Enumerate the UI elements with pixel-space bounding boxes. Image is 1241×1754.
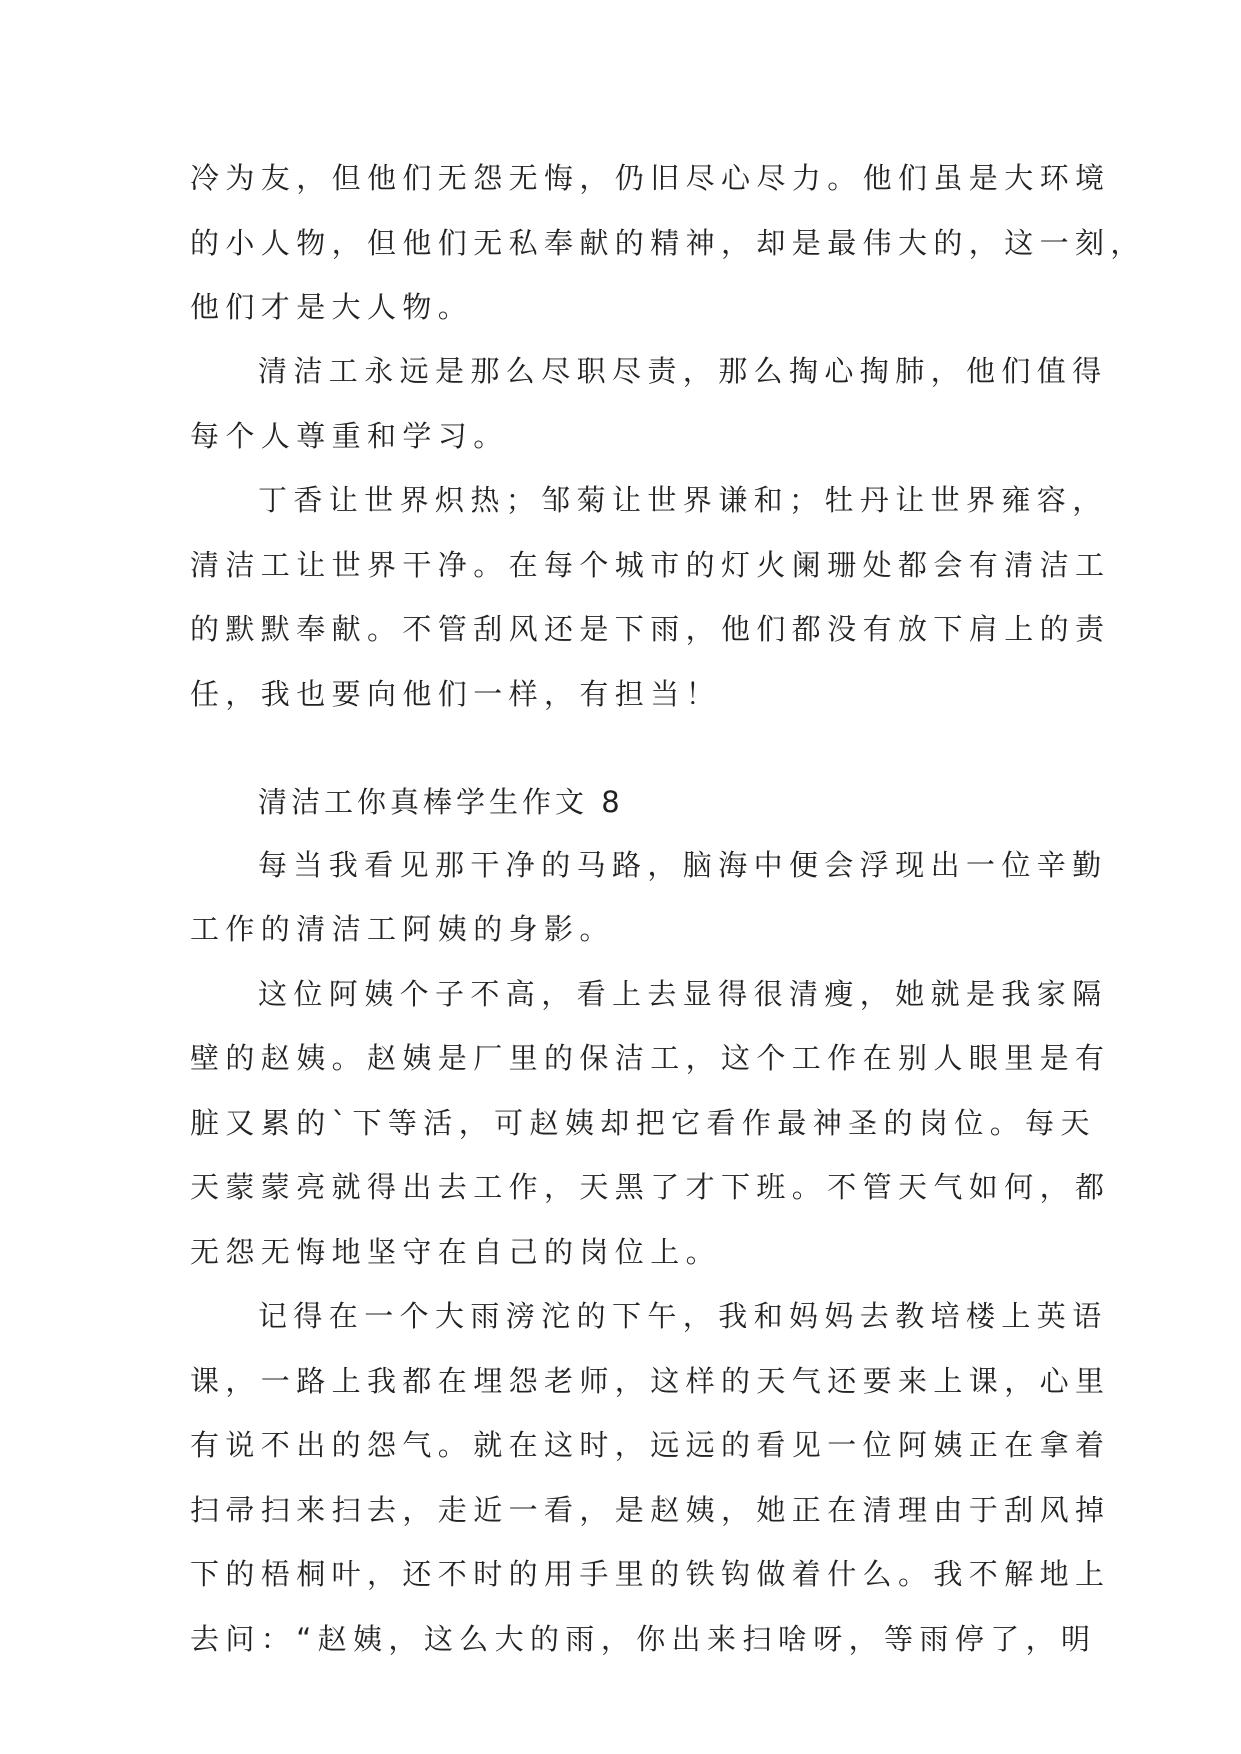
essay-heading: 清洁工你真棒学生作文 8 (258, 785, 624, 819)
paragraph-line: 的小人物，但他们无私奉献的精神，却是最伟大的，这一刻， (190, 226, 1146, 260)
paragraph-line: 课，一路上我都在埋怨老师，这样的天气还要来上课，心里 (190, 1364, 1111, 1398)
paragraph-line: 壁的赵姨。赵姨是厂里的保洁工，这个工作在别人眼里是有 (190, 1041, 1111, 1075)
paragraph-line: 每当我看见那干净的马路，脑海中便会浮现出一位辛勤 (258, 848, 1108, 882)
paragraph-line: 去问：“赵姨，这么大的雨，你出来扫啥呀，等雨停了，明 (190, 1622, 1097, 1656)
paragraph-line: 他们才是大人物。 (190, 290, 474, 324)
paragraph-line: 的默默奉献。不管刮风还是下雨，他们都没有放下肩上的责 (190, 612, 1111, 646)
paragraph-line: 清洁工永远是那么尽职尽责，那么掏心掏肺，他们值得 (258, 354, 1108, 388)
paragraph-line: 天蒙蒙亮就得出去工作，天黑了才下班。不管天气如何，都 (190, 1170, 1111, 1204)
paragraph-line: 清洁工让世界干净。在每个城市的灯火阑珊处都会有清洁工 (190, 548, 1111, 582)
paragraph-line: 每个人尊重和学习。 (190, 419, 509, 453)
paragraph-line: 无怨无悔地坚守在自己的岗位上。 (190, 1235, 722, 1269)
paragraph-line: 丁香让世界炽热；邹菊让世界谦和；牡丹让世界雍容， (258, 483, 1108, 517)
paragraph-line: 记得在一个大雨滂沱的下午，我和妈妈去教培楼上英语 (258, 1299, 1108, 1333)
paragraph-line: 有说不出的怨气。就在这时，远远的看见一位阿姨正在拿着 (190, 1428, 1111, 1462)
paragraph-line: 冷为友，但他们无怨无悔，仍旧尽心尽力。他们虽是大环境 (190, 161, 1111, 195)
paragraph-line: 扫帚扫来扫去，走近一看，是赵姨，她正在清理由于刮风掉 (190, 1493, 1111, 1527)
paragraph-line: 脏又累的`下等活，可赵姨却把它看作最神圣的岗位。每天 (190, 1106, 1096, 1140)
paragraph-line: 这位阿姨个子不高，看上去显得很清瘦，她就是我家隔 (258, 977, 1108, 1011)
paragraph-line: 下的梧桐叶，还不时的用手里的铁钩做着什么。我不解地上 (190, 1557, 1111, 1591)
paragraph-line: 任，我也要向他们一样，有担当！ (190, 677, 722, 711)
paragraph-line: 工作的清洁工阿姨的身影。 (190, 912, 615, 946)
